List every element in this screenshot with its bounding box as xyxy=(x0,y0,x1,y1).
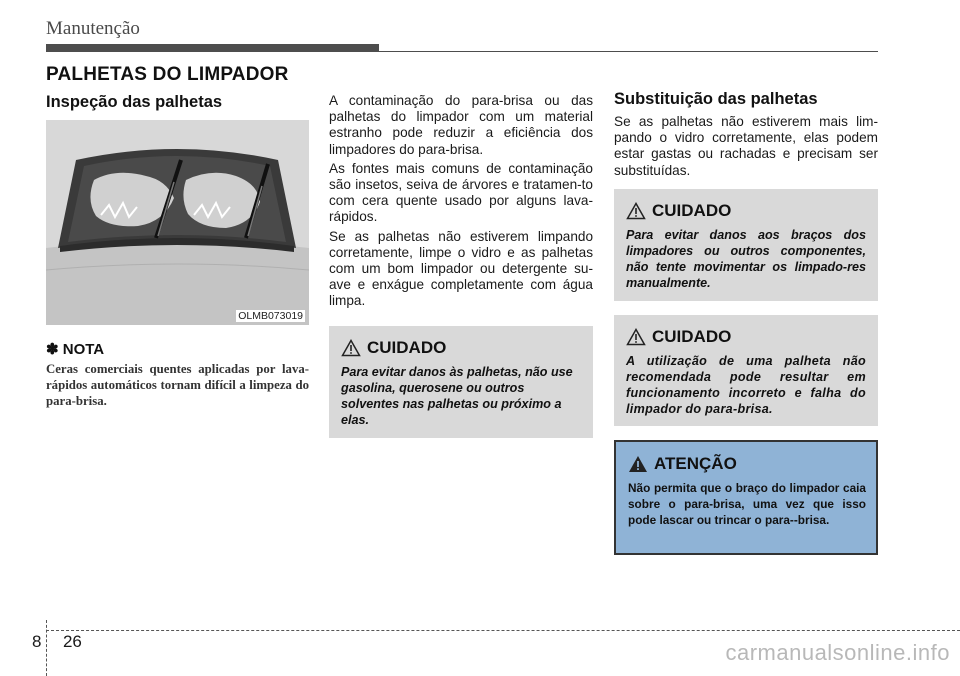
running-head: Manutenção xyxy=(46,18,140,39)
caution-title: CUIDADO xyxy=(652,201,732,220)
caution-text: Para evitar danos aos braços dos limpadores ou outros componentes, não tente movimentar os limpado-res manualmente. xyxy=(626,228,866,290)
chapter-number: 8 xyxy=(32,632,42,651)
page-number-value: 26 xyxy=(62,632,82,651)
caution-triangle-icon xyxy=(626,328,646,346)
caution-text: A utilização de uma palheta não recomendada pode resultar em funcionamento incorreto e falha do limpador do para-brisa. xyxy=(626,354,866,416)
page-number xyxy=(32,632,82,652)
caution-title: CUIDADO xyxy=(652,327,732,346)
sources-paragraph: As fontes mais comuns de contaminação são insetos, seiva de árvores e tratamen-to com cera quente usado por alguns lava-rápidos. xyxy=(329,160,593,225)
caution-header xyxy=(341,338,581,358)
warning-box xyxy=(614,440,878,555)
caution-triangle-icon xyxy=(341,339,361,357)
caution-header xyxy=(626,201,866,221)
caution-title: CUIDADO xyxy=(367,338,447,357)
section-title: PALHETAS DO LIMPADOR xyxy=(46,64,289,85)
figure-caption: OLMB073019 xyxy=(238,310,303,322)
caution-box-solvents xyxy=(329,326,593,438)
footer-rule xyxy=(46,630,960,631)
windshield-figure xyxy=(46,120,309,325)
caution-text: Para evitar danos às palhetas, não use gasolina, querosene ou outros solventes nas palhetas ou próximo a elas. xyxy=(341,365,573,427)
middle-body xyxy=(329,93,593,313)
caution-header xyxy=(626,327,866,347)
header-bar xyxy=(46,44,379,52)
replacement-paragraph: Se as palhetas não estiverem mais lim-pando o vidro corretamente, elas podem estar gastas ou rachadas e precisam ser substituídas. xyxy=(614,114,878,178)
caution-box-wiper-arms xyxy=(614,189,878,301)
inspection-subtitle: Inspeção das palhetas xyxy=(46,93,223,111)
windshield-illustration xyxy=(46,120,309,325)
warning-title: ATENÇÃO xyxy=(654,454,737,473)
cleaning-paragraph: Se as palhetas não estiverem limpando corretamente, limpe o vidro e as palhetas com um bom limpador ou detergente su-ave e enxágue completamente com água limpa. xyxy=(329,228,593,309)
nota-text: Ceras comerciais quentes aplicadas por lava-rápidos automáticos tornam difícil a limpeza do para-brisa. xyxy=(46,362,309,408)
caution-box-blade-type xyxy=(614,315,878,426)
replacement-subtitle: Substituição das palhetas xyxy=(614,90,818,108)
warning-text: Não permita que o braço do limpador caia sobre o para-brisa, uma vez que isso pode lascar ou trincar o para--brisa. xyxy=(628,481,866,527)
caution-triangle-icon xyxy=(626,202,646,220)
watermark: carmanualsonline.info xyxy=(725,640,950,665)
header-rule xyxy=(379,51,878,52)
contamination-paragraph: A contaminação do para-brisa ou das palhetas do limpador com um material estranho pode reduzir a eficiência dos limpadores do para-brisa. xyxy=(329,93,593,157)
nota-title: ✽ NOTA xyxy=(46,341,105,358)
warning-triangle-icon xyxy=(628,455,648,473)
warning-header xyxy=(628,454,866,474)
